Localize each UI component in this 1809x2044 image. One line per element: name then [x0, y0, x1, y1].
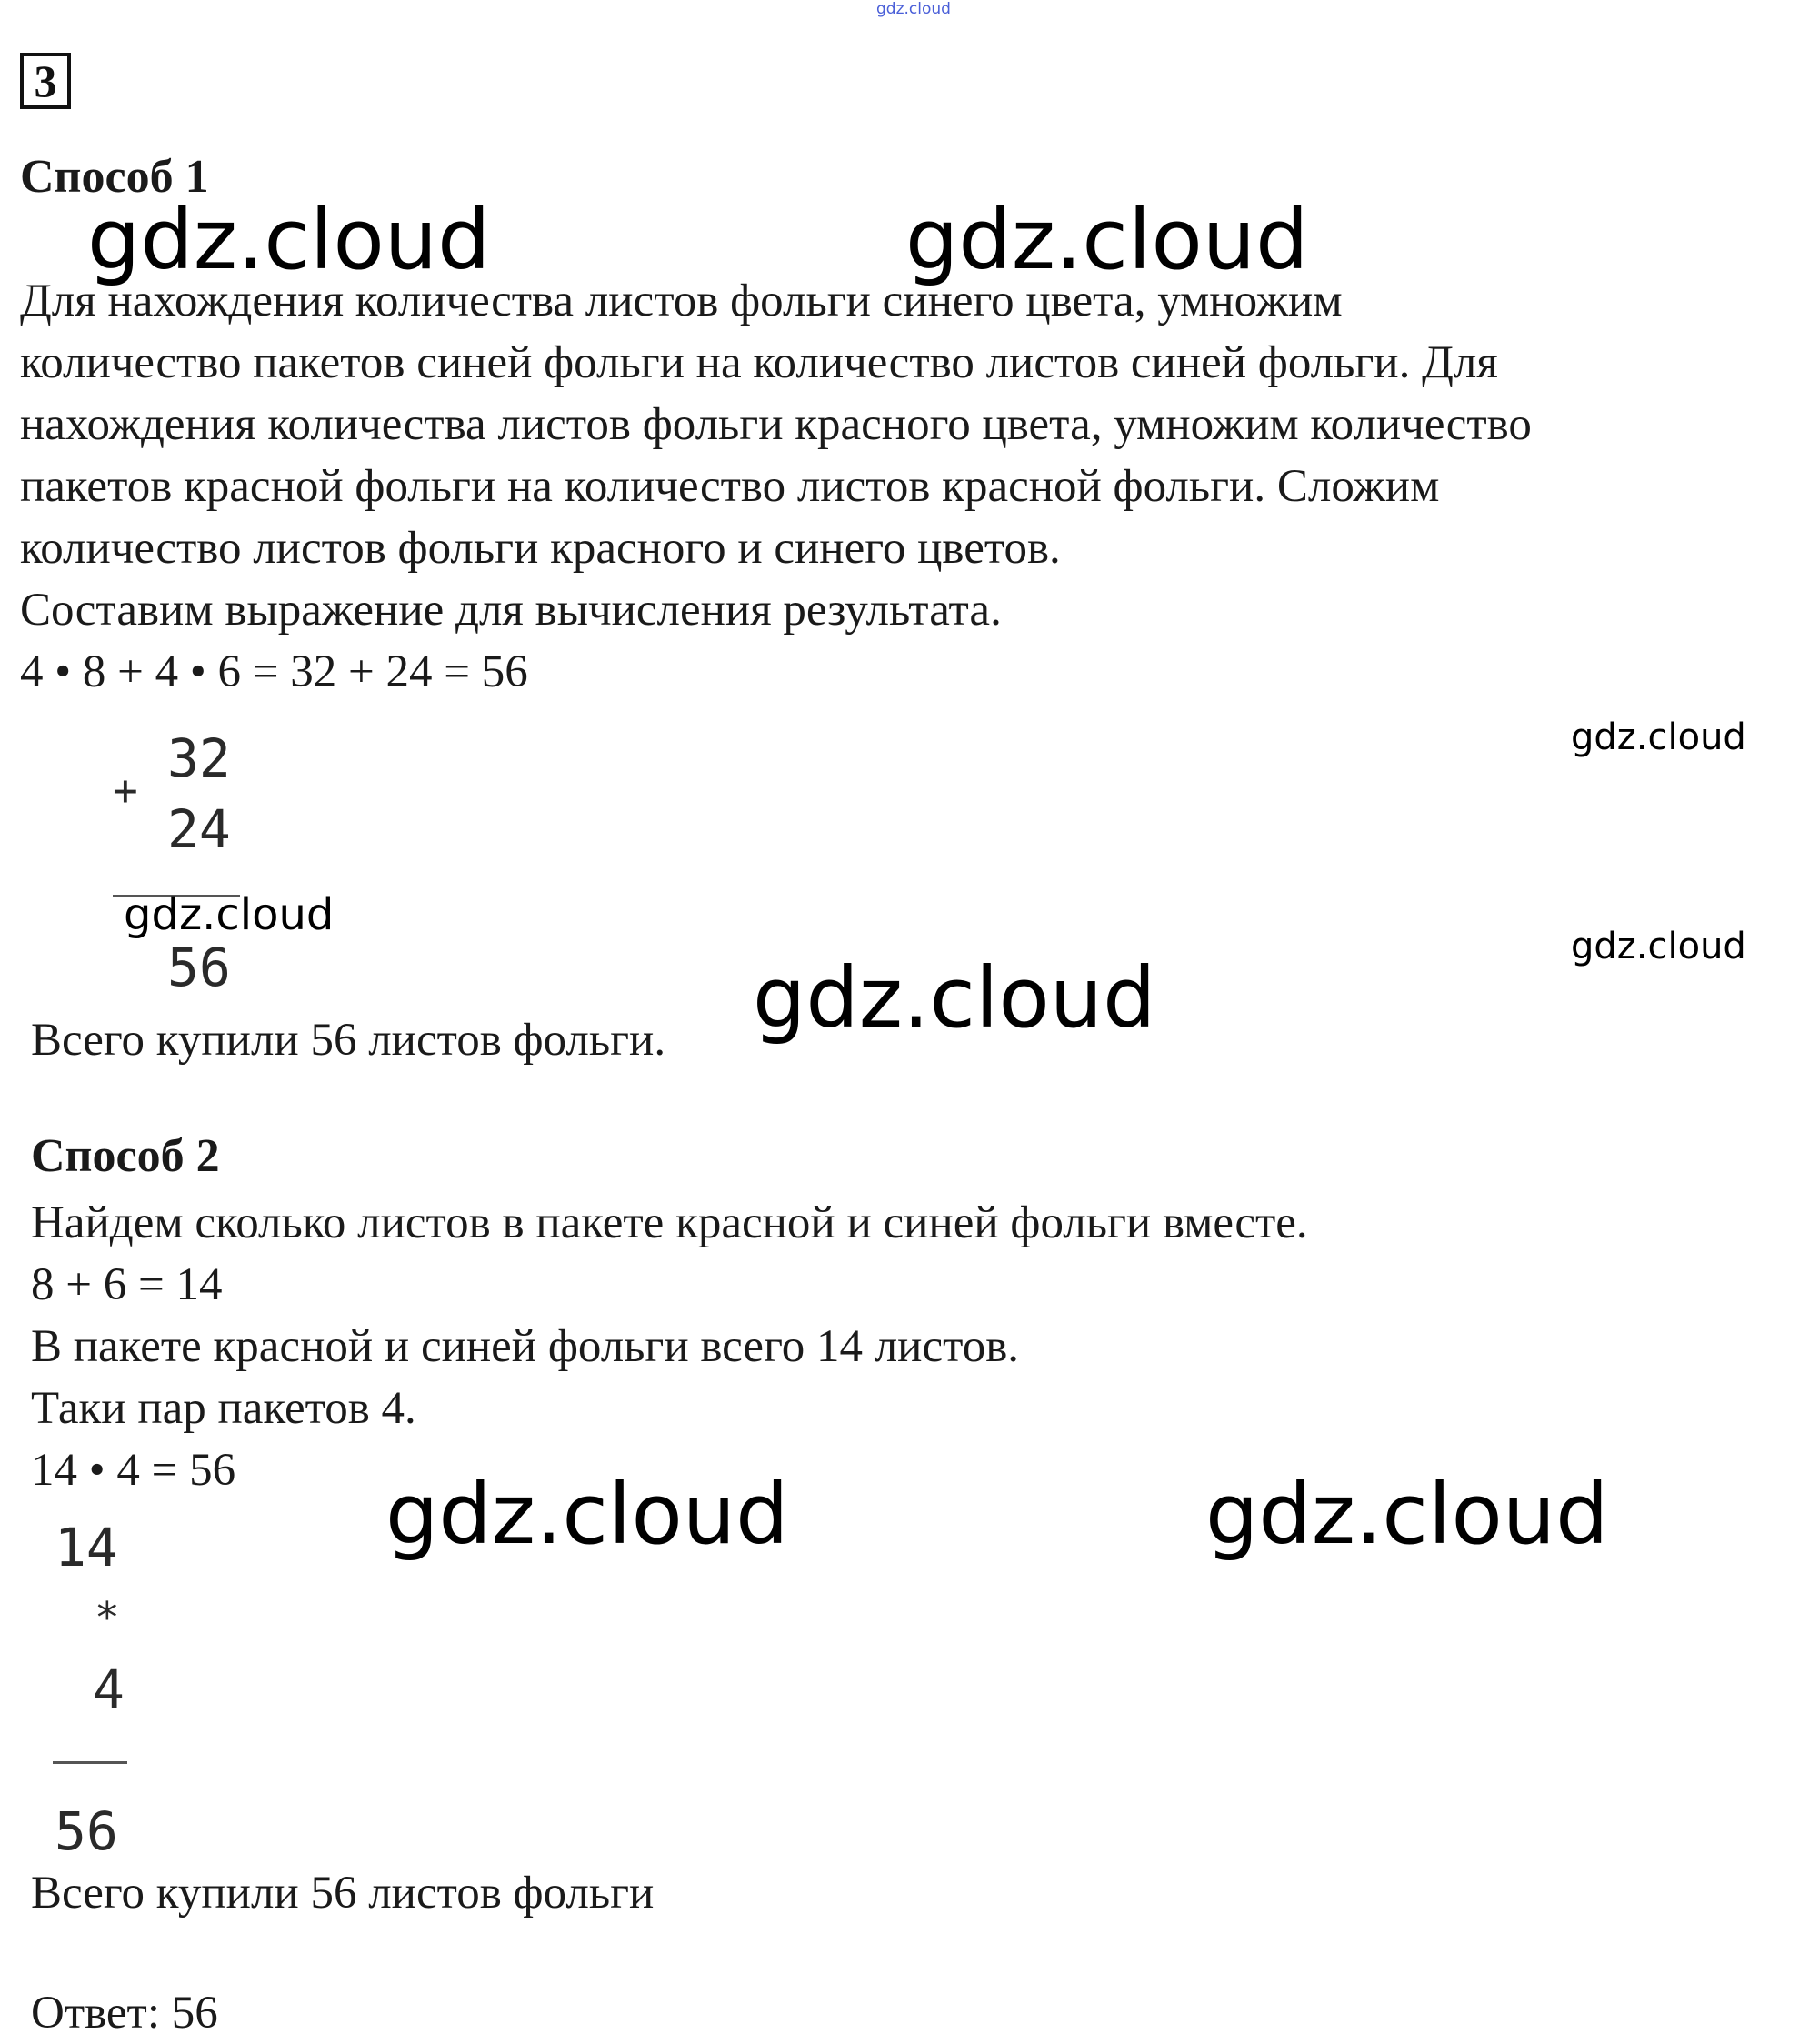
method2-line: Найдем сколько листов в пакете красной и синей фольги вместе.	[31, 1197, 1308, 1248]
watermark: gdz.cloud	[1205, 1466, 1609, 1563]
method1-line: пакетов красной фольги на количество листов красной фольги. Сложим	[20, 461, 1440, 512]
method1-line: количество пакетов синей фольги на количество листов синей фольги. Для	[20, 337, 1498, 388]
method2-conclusion: Всего купили 56 листов фольги	[31, 1868, 655, 1919]
method2-expression: 14 • 4 = 56	[31, 1445, 236, 1496]
method1-line: нахождения количества листов фольги красного цвета, умножим количество	[20, 399, 1532, 450]
method1-conclusion: Всего купили 56 листов фольги.	[31, 1015, 666, 1066]
watermark: gdz.cloud	[385, 1466, 789, 1563]
column-factor-top: 14	[55, 1517, 118, 1578]
task-number: 3	[20, 53, 71, 109]
watermark: gdz.cloud	[124, 889, 335, 940]
method1-line: Составим выражение для вычисления результата.	[20, 585, 1002, 636]
column-factor-bottom: 4	[93, 1658, 125, 1720]
watermark: gdz.cloud	[1571, 926, 1746, 967]
method1-title: Способ 1	[20, 151, 209, 203]
watermark: gdz.cloud	[753, 949, 1156, 1047]
method1-line: количество листов фольги красного и синего цветов.	[20, 523, 1061, 574]
header-watermark: gdz.cloud	[876, 0, 951, 18]
column-rule	[53, 1761, 127, 1764]
answer: Ответ: 56	[31, 1988, 218, 2039]
watermark: gdz.cloud	[905, 191, 1309, 288]
watermark: gdz.cloud	[1571, 716, 1746, 758]
method2-line: 8 + 6 = 14	[31, 1259, 223, 1310]
column-product: 56	[55, 1800, 118, 1862]
column-addend-top: 32	[167, 727, 231, 789]
method2-line: В пакете красной и синей фольги всего 14 листов.	[31, 1321, 1020, 1372]
method2-line: Таки пар пакетов 4.	[31, 1383, 416, 1434]
column-multiply-sign: *	[95, 1593, 120, 1642]
column-sum: 56	[167, 937, 231, 998]
method1-expression: 4 • 8 + 4 • 6 = 32 + 24 = 56	[20, 646, 528, 697]
column-addend-bottom: 24	[167, 798, 231, 860]
method2-title: Способ 2	[31, 1130, 220, 1182]
method1-line: Для нахождения количества листов фольги синего цвета, умножим	[20, 276, 1343, 326]
watermark: gdz.cloud	[87, 191, 491, 288]
column-plus-sign: +	[113, 766, 138, 815]
